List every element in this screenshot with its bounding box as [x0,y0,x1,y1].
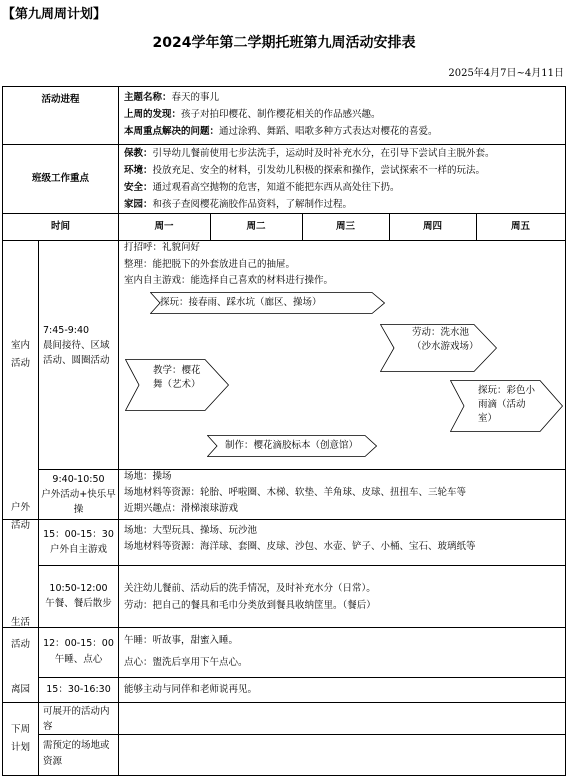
safety-line: 安全：通过观看高空抛物的危害，知道不能把东西从高处往下扔。 [124,182,400,193]
life-nap-content: 午睡：听故事，甜蜜入睡。 点心：盥洗后享用下午点心。 [124,635,248,668]
home-school-line: 家园：和孩子查阅樱花滴胶作品资料，了解制作过程。 [124,199,353,210]
outdoor-morning-content: 场地：操场 场地材料等资源：轮胎、呼啦圈、木梯、软垫、羊角球、皮球、扭扭车、三轮车等 近期兴趣点：滑梯滚球游戏 [124,471,467,514]
outdoor-morning-time-block: 9:40-10:50 户外活动+快乐早操 [41,473,116,515]
indoor-line-free-play: 室内自主游戏：能选择自己喜欢的材料进行操作。 [124,275,334,286]
indoor-daily-lines [124,240,564,290]
life-section-label: 生活活动 [11,616,31,650]
indoor-line-tidy: 整理：能把脱下的外套放进自己的抽屉。 [124,258,296,270]
indoor-section-label: 室内活动 [11,339,31,369]
activity-arrow-color-raindrop: 探玩：彩色小雨滴（活动室） [450,380,563,432]
activity-arrow-cherry-dance: 教学：樱花舞（艺术） [125,359,229,411]
activity-progress-label: 活动进程 [41,93,80,105]
next-week-section-label: 下周计划 [11,723,31,753]
activity-progress-content [124,89,564,140]
activity-arrow-rain-play: 探玩：接春雨、踩水坑（廊区、操场） [150,292,385,314]
leave-section-label: 离园 [10,684,30,695]
last-week-finding-line: 上周的发现：孩子对拍印樱花、制作樱花相关的作品感兴趣。 [124,109,381,120]
day-header-mon: 周一 [154,221,174,232]
indoor-time: 7:45-9:40 [43,325,90,336]
life-lunch-content: 关注幼儿餐前、活动后的洗手情况，及时补充水分（日常）。 劳动：把自己的餐具和毛巾分类放到餐具收纳筐里。（餐后） [124,583,376,611]
leave-content: 能够主动与同伴和老师说再见。 [124,684,258,695]
class-focus-content [124,145,564,213]
outdoor-section-label: 户外活动 [11,502,31,531]
page-title: 2024学年第二学期托班第九周活动安排表 [152,35,416,51]
day-header-tue: 周二 [246,221,266,232]
next-week-resources-label: 需预定的场地或资源 [43,740,110,767]
activity-arrow-wash-sink: 劳动：洗水池（沙水游戏场） [380,324,497,372]
theme-line: 主题名称：春天的事儿 [124,92,220,103]
activity-arrow-resin-specimen: 制作：樱花滴胶标本（创意馆） [207,435,377,457]
indoor-line-greet: 打招呼：礼貌问好 [124,242,201,253]
indoor-time-block [43,323,117,368]
time-column-header: 时间 [50,221,70,232]
date-range: 2025年4月7日~4月11日 [448,68,564,79]
leave-time: 15：30-16:30 [46,684,111,695]
schedule-table [2,86,566,776]
indoor-desc: 晨间接待、区域活动、圆圈活动 [43,340,110,366]
outdoor-afternoon-content: 场地：大型玩具、操场、玩沙池 场地材料等资源：海洋球、套圈、皮球、沙包、水壶、铲子、小桶、宝石、玻璃纸等 [124,525,476,552]
environment-line: 环境：投放充足、安全的材料，引发幼儿积极的探索和操作，尝试探索不一样的玩法。 [124,165,486,176]
care-line: 保教：引导幼儿餐前使用七步法洗手，运动时及时补充水分，在引导下尝试自主脱外套。 [124,148,495,159]
outdoor-afternoon-time-block: 15：00-15：30 户外自主游戏 [43,529,114,555]
day-header-wed: 周三 [335,221,355,232]
weekly-problem-line: 本周重点解决的问题：通过涂鸦、舞蹈、唱歌多种方式表达对樱花的喜爱。 [124,126,438,137]
life-lunch-time-block: 10:50-12:00 午餐、餐后散步 [45,583,112,609]
day-header-fri: 周五 [510,221,530,232]
day-header-thu: 周四 [422,221,442,232]
life-nap-time-block: 12：00-15：00 午睡、点心 [43,638,114,665]
class-focus-label: 班级工作重点 [31,173,89,184]
plan-tag: 【第九周周计划】 [2,7,107,22]
next-week-activities-label: 可展开的活动内容 [43,706,110,732]
